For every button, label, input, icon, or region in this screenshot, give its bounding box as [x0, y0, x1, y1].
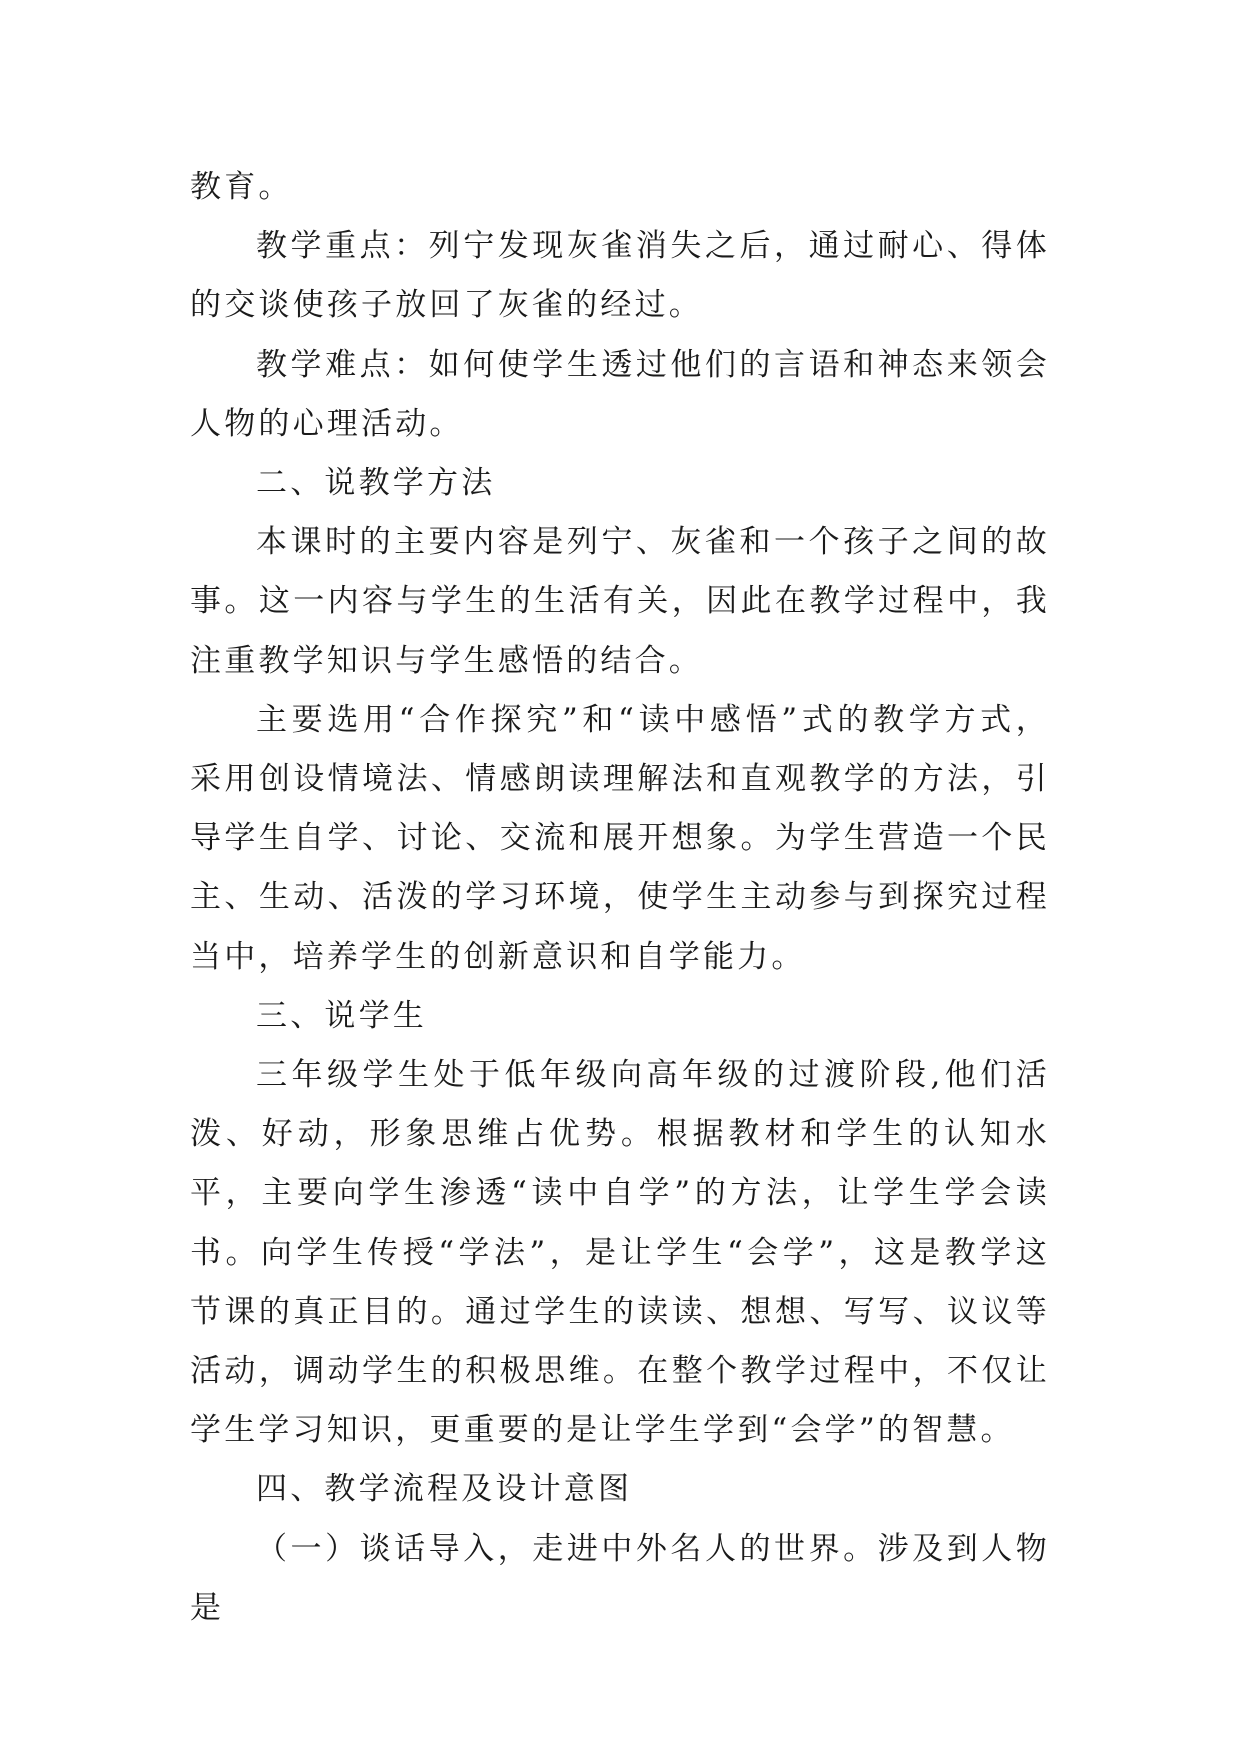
section-heading-methods: 二、说教学方法 [256, 465, 496, 502]
paragraph-intro-step: （一）谈话导入，走进中外名人的世界。涉及到人物是 [190, 1530, 1050, 1626]
paragraph-continuation: 教育。 [190, 169, 293, 205]
section-heading-students: 三、说学生 [256, 997, 427, 1034]
document-body [190, 158, 1050, 1638]
paragraph-teaching-difficulty: 教学难点：如何使学生透过他们的言语和神态来领会人物的心理活动。 [190, 346, 1050, 442]
paragraph-student-analysis: 三年级学生处于低年级向高年级的过渡阶段,他们活泼、好动，形象思维占优势。根据教材和学生的认知水平，主要向学生渗透“读中自学”的方法，让学生学会读书。向学生传授“学法”，是让学生“会学”，这是教学这节课的真正目的。通过学生的读读、想想、写写、议议等活动，调动学生的积极思维。在整个教学过程中，不仅让学生学习知识，更重要的是让学生学到“会学”的智慧。 [190, 1057, 1050, 1449]
paragraph-teaching-approach: 主要选用“合作探究”和“读中感悟”式的教学方式，采用创设情境法、情感朗读理解法和直观教学的方法，引导学生自学、讨论、交流和展开想象。为学生营造一个民主、生动、活泼的学习环境，使学生主动参与到探究过程当中，培养学生的创新意识和自学能力。 [190, 701, 1050, 975]
paragraph-teaching-focus: 教学重点：列宁发现灰雀消失之后，通过耐心、得体的交谈使孩子放回了灰雀的经过。 [190, 228, 1050, 324]
section-heading-process: 四、教学流程及设计意图 [256, 1471, 633, 1508]
paragraph-lesson-content: 本课时的主要内容是列宁、灰雀和一个孩子之间的故事。这一内容与学生的生活有关，因此在教学过程中，我注重教学知识与学生感悟的结合。 [190, 524, 1050, 679]
